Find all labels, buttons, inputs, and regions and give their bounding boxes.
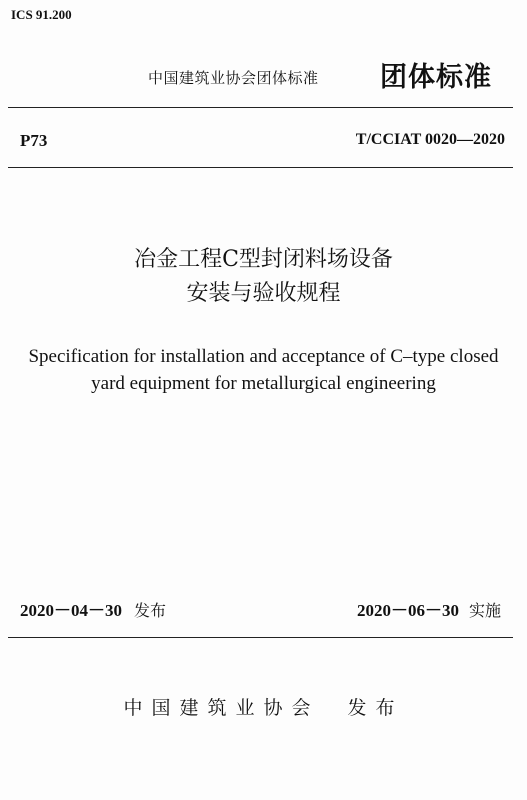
ics-code: ICS 91.200 [11,7,72,22]
issue-date-block [20,596,166,621]
title-en-line-1: Specification for installation and acceptance of C–type closed [28,346,499,367]
implement-date: 2020－06－30 [356,601,459,620]
standard-number: T/CCIAT 0020—2020 [355,131,505,148]
issue-date: 2020－04－30 [20,601,122,620]
issue-label: 发布 [134,601,167,620]
meta-divider [8,167,513,168]
title-cn-line-1: 冶金工程C型封闭料场设备 [134,247,393,272]
publisher-line: 中国建筑业协会 发布 [123,697,404,719]
footer-divider [8,637,513,638]
association-standard-label: 中国建筑业协会团体标准 [148,69,319,87]
title-cn-line-2: 安装与验收规程 [186,281,341,306]
implement-date-block [357,596,501,621]
implement-label: 实施 [468,601,501,620]
category-code: P73 [20,131,48,150]
title-en-line-2: yard equipment for metallurgical engineering [91,373,436,394]
group-standard-heading: 团体标准 [380,62,492,93]
header-divider [8,107,513,108]
